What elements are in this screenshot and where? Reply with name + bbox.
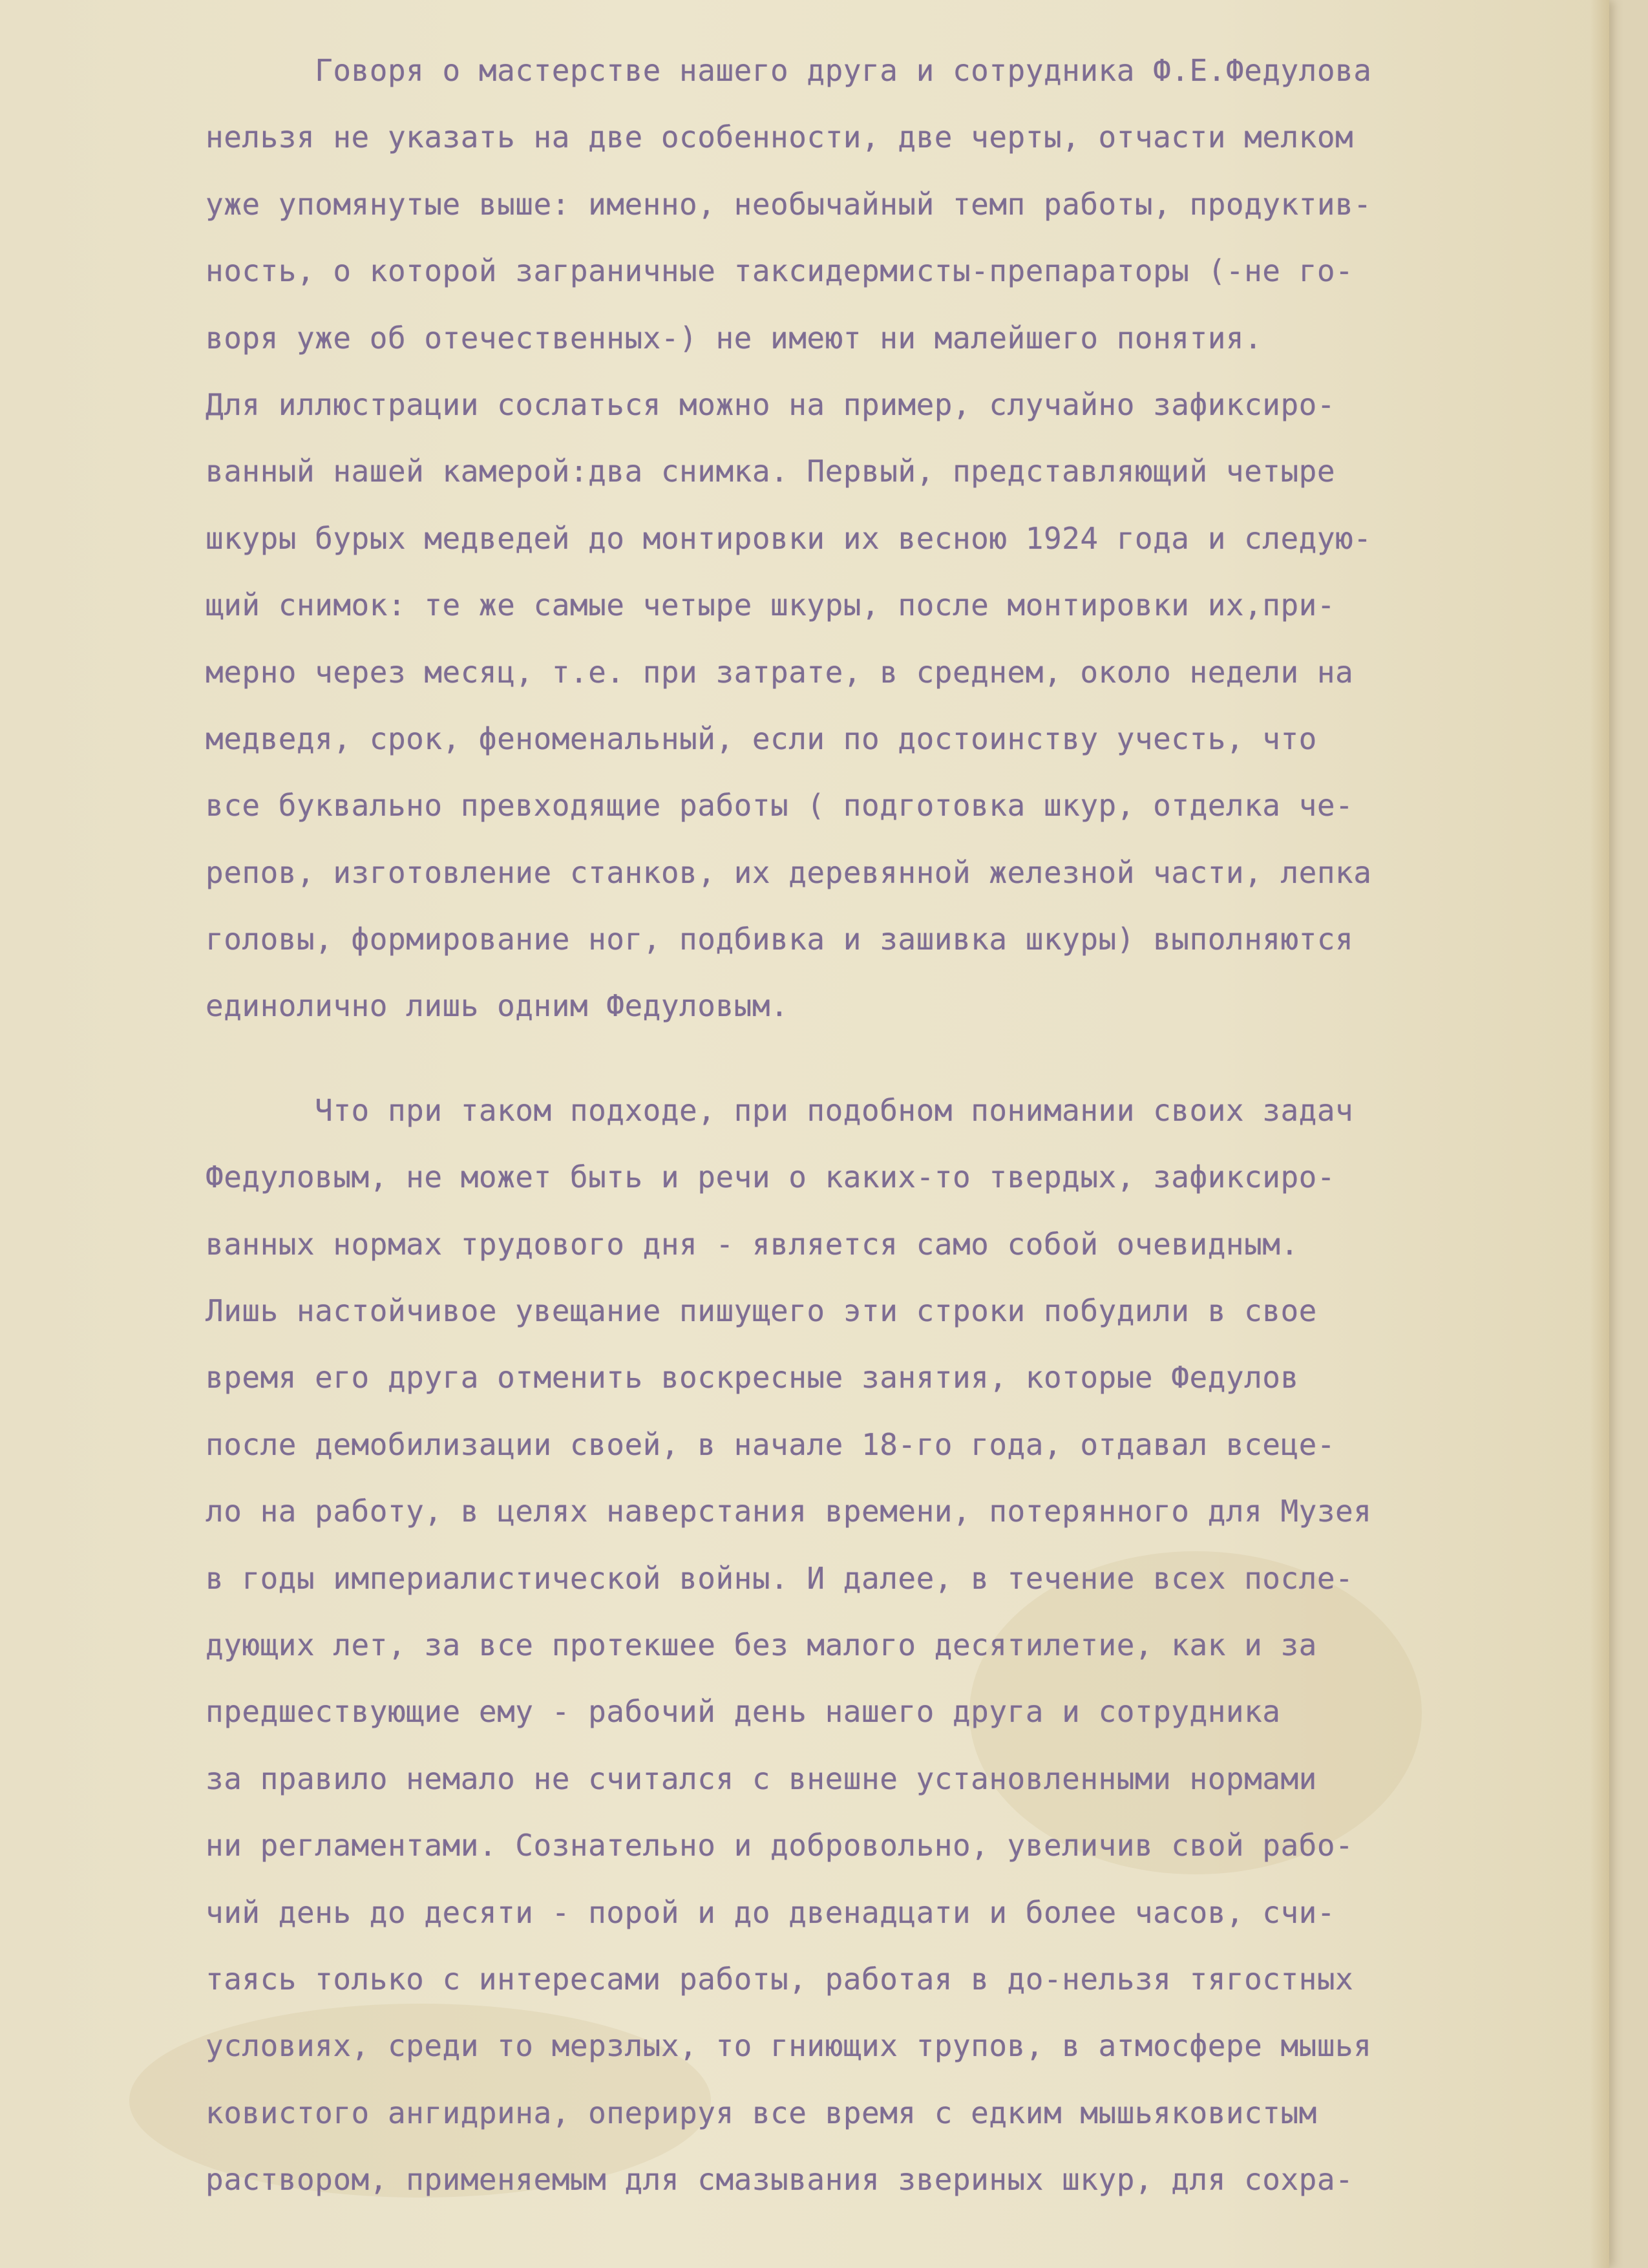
text-line: Лишь настойчивое увещание пишущего эти строки побудили в свое — [206, 1293, 1317, 1329]
paragraph-gap — [206, 1040, 1589, 1077]
text-line: после демобилизации своей, в начале 18-го года, отдавал всеце- — [206, 1426, 1336, 1462]
text-line: медведя, срок, феноменальный, если по достоинству учесть, что — [206, 721, 1317, 756]
text-line: ванный нашей камерой:два снимка. Первый, представляющий четыре — [206, 454, 1336, 489]
text-line: ни регламентами. Сознательно и добровольно, увеличив свой рабо- — [206, 1828, 1354, 1863]
text-line: раствором, применяемым для смазывания звериных шкур, для сохра- — [206, 2162, 1354, 2198]
text-line: чий день до десяти - порой и до двенадцати и более часов, счи- — [206, 1894, 1336, 1930]
text-line: щий снимок: те же самые четыре шкуры, после монтировки их,при- — [206, 588, 1336, 623]
text-line: ло на работу, в целях наверстания времени, потерянного для Музея — [206, 1494, 1372, 1529]
text-line: головы, формирование ног, подбивка и зашивка шкуры) выполняются — [206, 922, 1354, 957]
text-line: уже упомянутые выше: именно, необычайный темп работы, продуктив- — [206, 186, 1372, 222]
text-line: все буквально превходящие работы ( подготовка шкур, отделка че- — [206, 788, 1354, 823]
paragraph-1 — [206, 37, 1589, 1040]
text-line: дующих лет, за все протекшее без малого десятилетие, как и за — [206, 1627, 1317, 1662]
text-line: условиях, среди то мерзлых, то гниющих трупов, в атмосфере мышья — [206, 2028, 1372, 2064]
paragraph-2 — [206, 1077, 1589, 2214]
text-line: воря уже об отечественных-) не имеют ни малейшего понятия. — [206, 320, 1263, 355]
paper-edge — [1590, 0, 1609, 2268]
text-line: ванных нормах трудового дня - является само собой очевидным. — [206, 1226, 1299, 1262]
text-line: в годы империалистической войны. И далее, в течение всех после- — [206, 1560, 1354, 1596]
text-line: ковистого ангидрина, оперируя все время с едким мышьяковистым — [206, 2095, 1317, 2130]
text-line: репов, изготовление станков, их деревянной железной части, лепка — [206, 854, 1372, 890]
typewritten-text — [206, 37, 1589, 2214]
text-line: нельзя не указать на две особенности, две черты, отчасти мелком — [206, 120, 1354, 155]
text-line: Для иллюстрации сослаться можно на пример, случайно зафиксиро- — [206, 387, 1336, 422]
text-line: единолично лишь одним Федуловым. — [206, 988, 789, 1024]
text-line: время его друга отменить воскресные занятия, которые Федулов — [206, 1360, 1299, 1395]
text-line: Говоря о мастерстве нашего друга и сотрудника Ф.Е.Федулова — [206, 53, 1372, 88]
text-line: мерно через месяц, т.е. при затрате, в среднем, около недели на — [206, 654, 1354, 690]
text-line: шкуры бурых медведей до монтировки их весною 1924 года и следую- — [206, 520, 1372, 556]
text-line: таясь только с интересами работы, работая в до-нельзя тягостных — [206, 1961, 1354, 1997]
text-line: предшествующие ему - рабочий день нашего друга и сотрудника — [206, 1694, 1281, 1730]
text-line: ность, о которой заграничные таксидермисты-препараторы (-не го- — [206, 253, 1354, 289]
text-line: Федуловым, не может быть и речи о каких-то твердых, зафиксиро- — [206, 1160, 1336, 1195]
text-line: Что при таком подходе, при подобном понимании своих задач — [206, 1092, 1354, 1128]
text-line: за правило немало не считался с внешне установленными нормами — [206, 1761, 1317, 1796]
